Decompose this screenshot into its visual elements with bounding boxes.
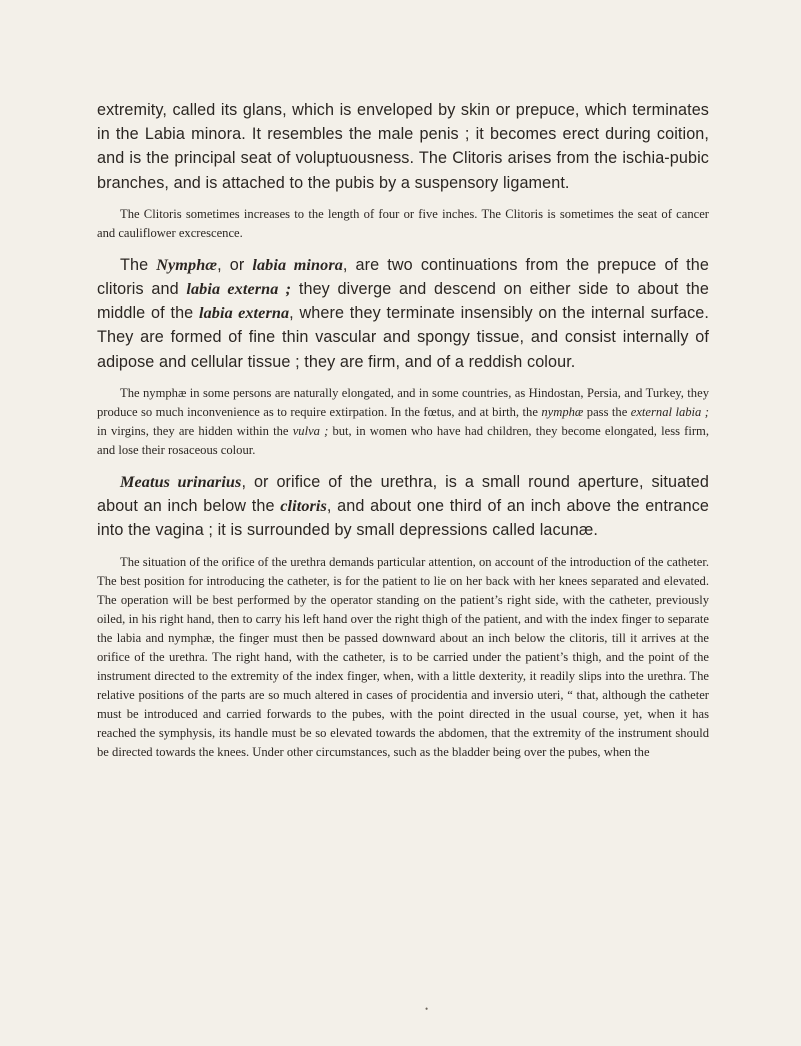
text-run: , or orifice of the urethra, is a small round aperture, situated about an inch below the (97, 472, 709, 516)
term-vulva: vulva ; (292, 423, 329, 438)
paragraph-clitoris (97, 98, 709, 195)
page-mark: • (425, 1004, 429, 1014)
text-run: , where they terminate insensibly on the internal surface. They are formed of fine thin vascular and spongy tissue, and consist internally of adipose and cellular tissue ; they are firm, and of a reddish colour. (97, 304, 709, 371)
term-labia-externa: labia externa ; (186, 280, 292, 299)
text-run: , or (217, 255, 253, 274)
paragraph-nymphae (97, 253, 709, 374)
note-catheter (97, 553, 709, 762)
term-clitoris: clitoris (280, 497, 327, 516)
text-run: pass the (583, 404, 631, 419)
note-nymphae (97, 384, 709, 460)
term-external-labia: external labia ; (630, 404, 709, 419)
note-text: The Clitoris sometimes increases to the length of four or five inches. The Clitoris is sometimes the seat of cancer and cauliflower excrescence. (97, 206, 709, 240)
text-run: The (120, 255, 157, 274)
paragraph-meatus-urinarius (97, 470, 709, 543)
note-text: The situation of the orifice of the urethra demands particular attention, on account of the introduction of the catheter. The best position for introducing the catheter, is for the patient to lie on her back with her knees separated and elevated. The operation will be best performed by the operator standing on the patient’s right side, with the catheter, previously oiled, in his right hand, then to carry his left hand over the right thigh of the patient, and with the index finger to separate the labia and nymphæ, the finger must then be passed downward about an inch below the clitoris, till it arrives at the orifice of the urethra. The right hand, with the catheter, is to be carried under the patient’s thigh, and the point of the instrument directed to the extremity of the index finger, when, with a little dexterity, it readily slips into the urethra. The relative positions of the parts are so much altered in cases of procidentia and inversio uteri, “ that, although the catheter must be introduced and carried forwards to the pubes, with the point directed in the usual course, yet, when it has reached the symphysis, its handle must be so elevated towards the abdomen, that the extremity of the instrument should be directed towards the knees. Under other circumstances, such as the bladder being over the pubes, when the (97, 555, 709, 760)
term-nymphae: nymphæ (541, 404, 584, 419)
text-run: but, in women who have had children, they become elongated, less firm, and lose their rosaceous colour. (97, 423, 709, 457)
note-clitoris (97, 205, 709, 243)
text-run: they diverge and descend on either side to about the middle of the (97, 280, 709, 323)
term-meatus-urinarius: Meatus urinarius (120, 472, 242, 491)
term-labia-externa: labia externa (199, 304, 290, 323)
text-run: The nymphæ in some persons are naturally elongated, and in some countries, as Hindostan, Persia, and Turkey, they produce so much inconvenience as to require extirpation. In the fœtus, and at birth, the (97, 385, 709, 419)
term-labia-minora: labia minora (252, 255, 343, 274)
term-nymphae: Nymphæ (156, 255, 218, 274)
text-run: , are two continuations from the prepuce of the clitoris and (97, 255, 709, 299)
text-run: in virgins, they are hidden within the (97, 423, 293, 438)
text-run: , and about one third of an inch above the entrance into the vagina ; it is surrounded by small depressions called lacunæ. (97, 497, 709, 540)
text-column (97, 98, 709, 762)
paragraph-text: extremity, called its glans, which is enveloped by skin or prepuce, which terminates in the Labia minora. It resembles the male penis ; it becomes erect during coition, and is the principal seat of voluptuousness. The Clitoris arises from the ischia-pubic branches, and is attached to the pubis by a suspensory ligament. (97, 101, 709, 192)
